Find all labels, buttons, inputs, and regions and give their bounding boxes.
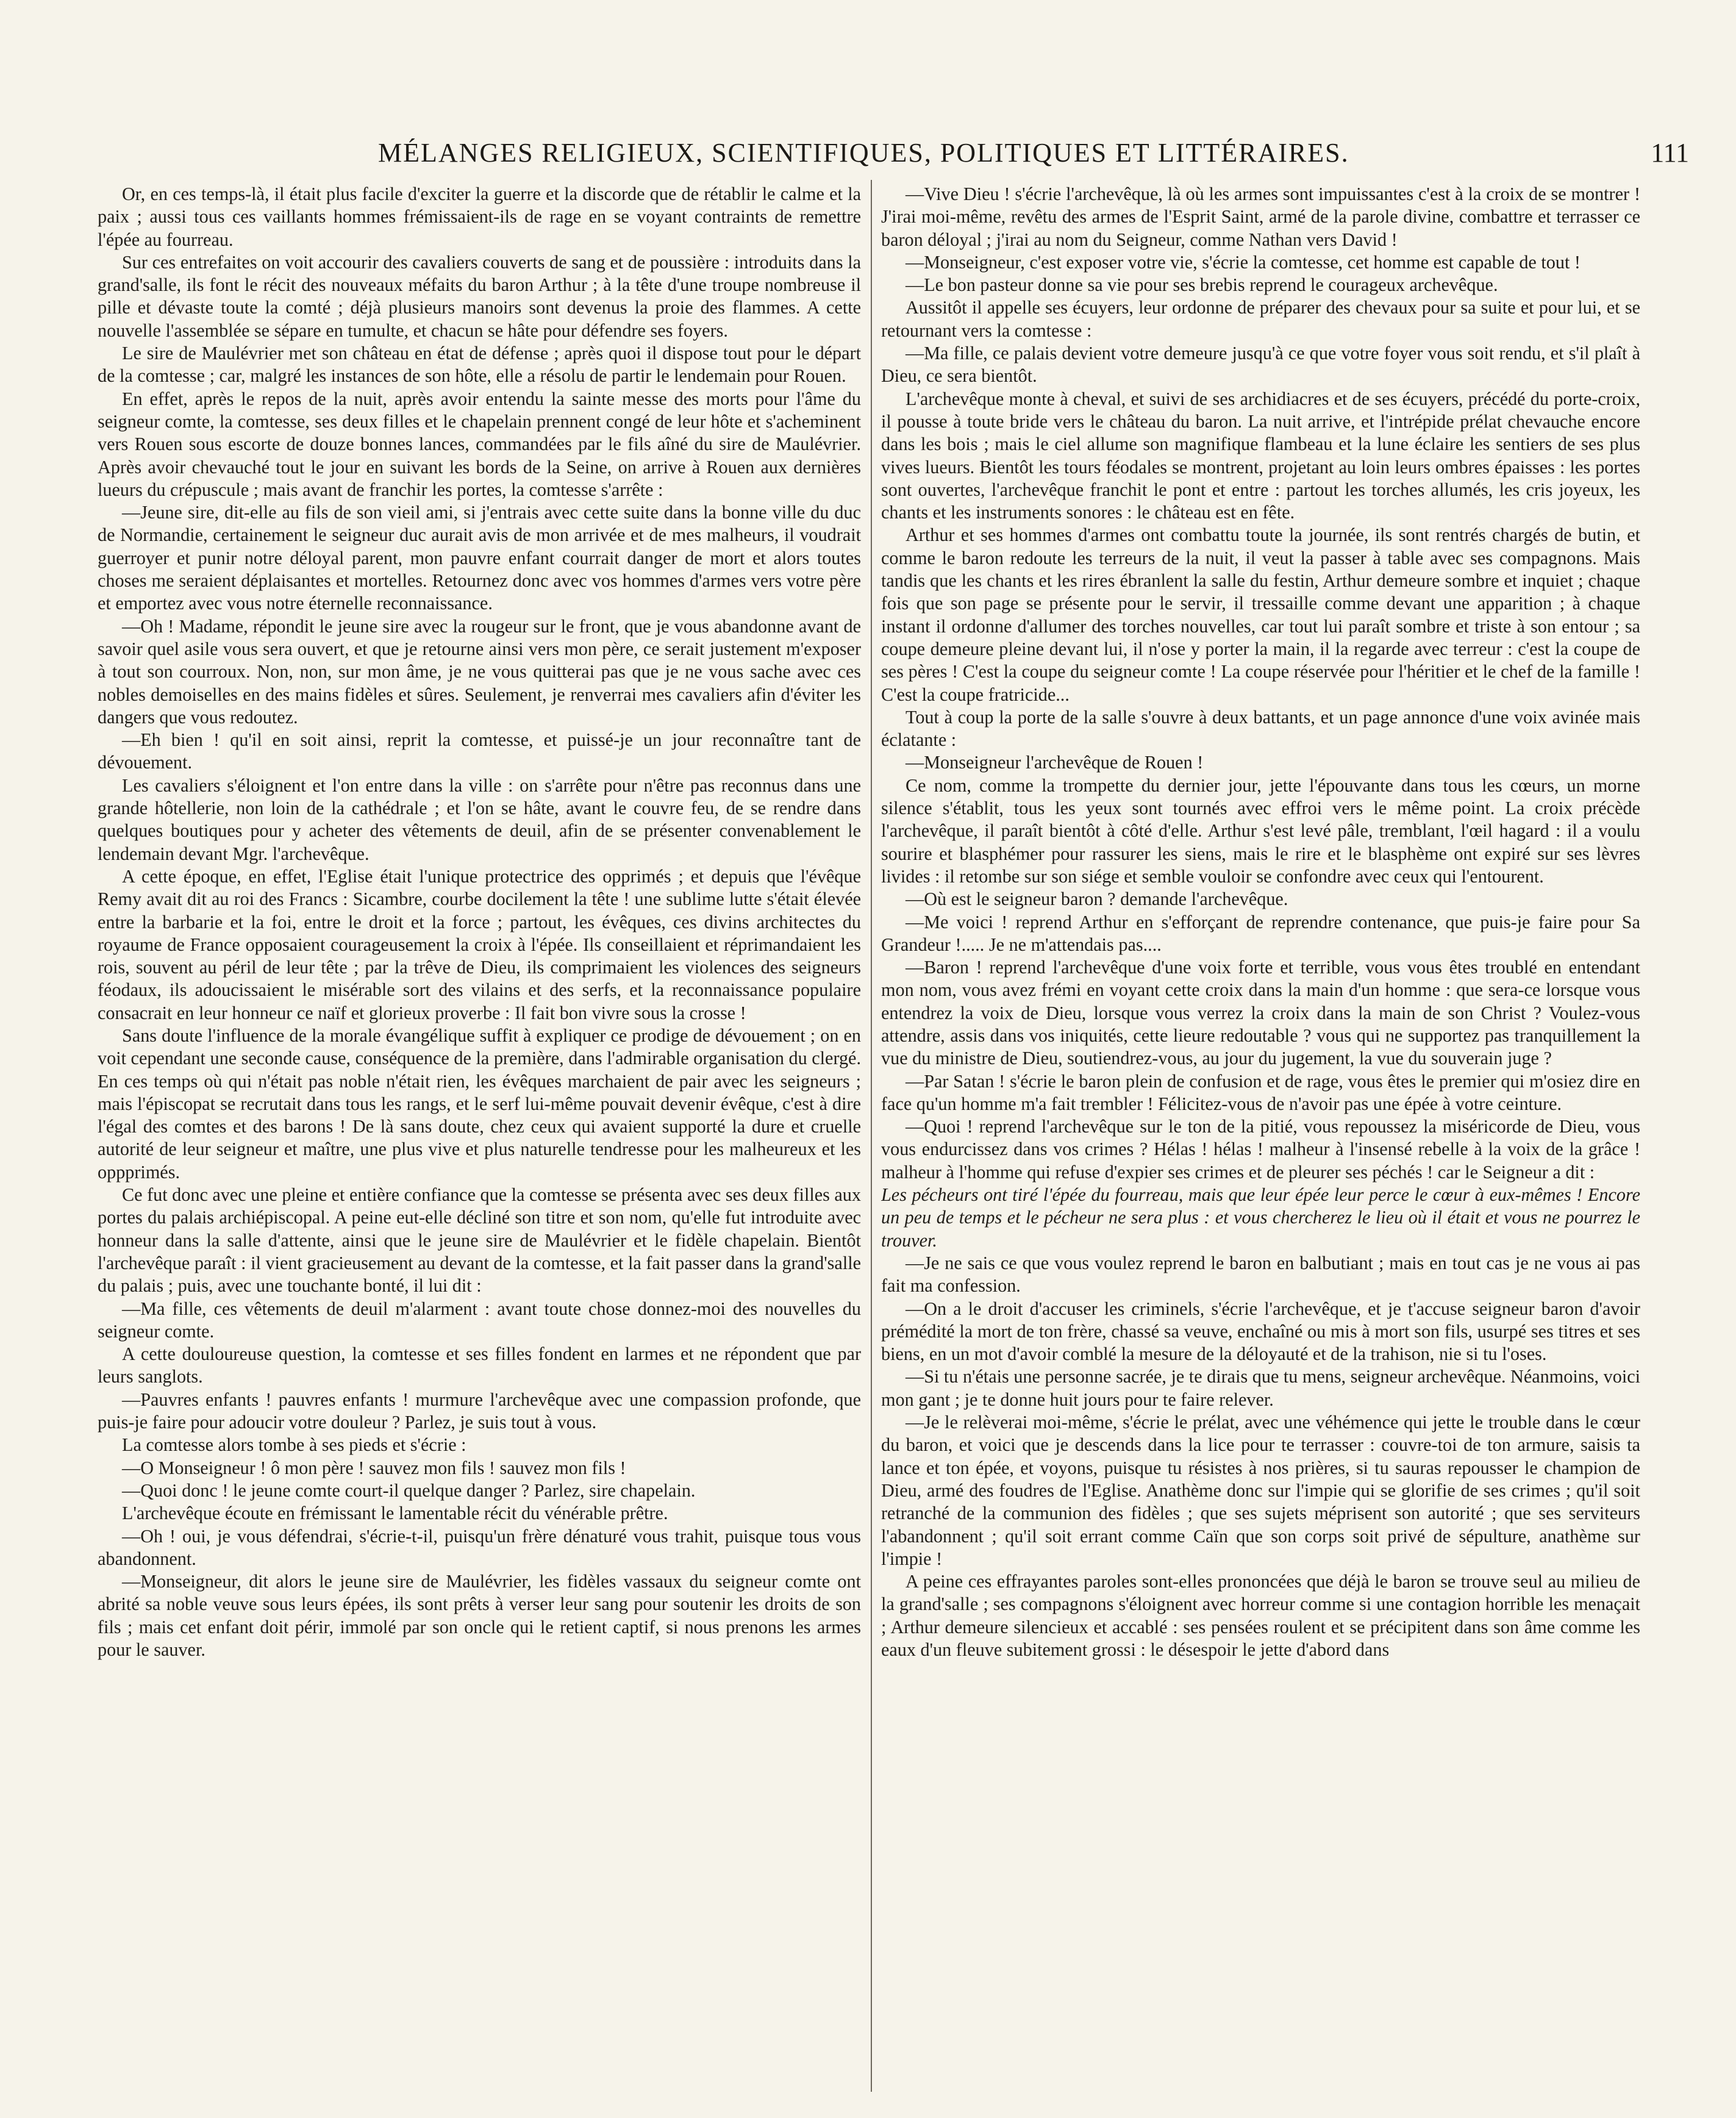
scripture-quote: Les pécheurs ont tiré l'épée du fourreau, mais que leur épée leur perce le cœur à eux-mêmes ! Encore un peu de temps et le pécheur ne sera plus : et vous chercherez le lieu où il était et vous ne pourrez le trouver.: [881, 1184, 1640, 1251]
paragraph: —Monseigneur l'archevêque de Rouen !: [906, 752, 1204, 773]
paragraph: —On a le droit d'accuser les criminels, s'écrie l'archevêque, et je t'accuse seigneur baron d'avoir prémédité la mort de ton frère, chassé sa veuve, enchaîné ou mis à mort son fils, usurpé ses titres et ses biens, en un mot d'avoir comblé la mesure de la déloyauté et de la trahison, nie si tu l'oses.: [881, 1298, 1640, 1365]
paragraph: Ce nom, comme la trompette du dernier jour, jette l'épouvante dans tous les cœurs, un morne silence s'établit, tous les yeux sont tournés avec effroi vers le même point. La croix précède l'archevêque, il paraît bientôt à côté d'elle. Arthur s'est levé pâle, tremblant, l'œil hagard : il a voulu sourire et blasphémer pour rassurer les siens, mais le rire et le blasphème ont expiré sur ses lèvres livides : il retombe sur son siége et semble vouloir se confondre avec ceux qui l'entourent.: [881, 775, 1640, 887]
paragraph: —Oh ! Madame, répondit le jeune sire avec la rougeur sur le front, que je vous abandonne avant de savoir quel asile vous sera ouvert, et que je retourne ainsi vers mon père, ce serait justement m'exposer à tout son courroux. Non, non, sur mon âme, je ne vous quitterai pas que je ne vous sache avec ces nobles demoiselles en des mains fidèles et sûres. Seulement, je renverrai mes cavaliers afin d'éviter les dangers que vous redoutez.: [98, 615, 861, 728]
page-number: 111: [1651, 138, 1689, 168]
paragraph: —Monseigneur, dit alors le jeune sire de Maulévrier, les fidèles vassaux du seigneur comte ont abrité sa noble veuve sous leurs épées, ils sont prêts à verser leur sang pour soutenir les droits de son fils ; mais cet enfant doit périr, immolé par son oncle qui le retient captif, si nous prenons les armes pour le sauver.: [98, 1571, 861, 1660]
paragraph: —Vive Dieu ! s'écrie l'archevêque, là où les armes sont impuissantes c'est à la croix de se montrer ! J'irai moi-même, revêtu des armes de l'Esprit Saint, armé de la parole divine, combattre et terrasser ce baron déloyal ; j'irai au nom du Seigneur, comme Nathan vers David !: [881, 184, 1640, 250]
paragraph: Les cavaliers s'éloignent et l'on entre dans la ville : on s'arrête pour n'être pas reconnus dans une grande hôtellerie, non loin de la cathédrale ; et l'on se hâte, avant le couvre feu, de se rendre dans quelques boutiques pour y acheter des vêtements de deuil, afin de se présenter convenablement le lendemain devant Mgr. l'archevêque.: [98, 775, 861, 864]
paragraph: A peine ces effrayantes paroles sont-elles prononcées que déjà le baron se trouve seul au milieu de la grand'salle ; ses compagnons s'éloignent avec horreur comme si une contagion horrible les menaçait ; Arthur demeure silencieux et accablé : ses pensées roulent et se précipitent dans son âme comme les eaux d'un fleuve subitement grossi : le désespoir le jette d'abord dans: [881, 1571, 1640, 1660]
paragraph: Aussitôt il appelle ses écuyers, leur ordonne de préparer des chevaux pour sa suite et pour lui, et se retournant vers la comtesse :: [881, 297, 1640, 341]
paragraph: —Monseigneur, c'est exposer votre vie, s'écrie la comtesse, cet homme est capable de tout !: [906, 251, 1581, 273]
paragraph: —Me voici ! reprend Arthur en s'efforçant de reprendre contenance, que puis-je faire pour Sa Grandeur !..... Je ne m'attendais pas....: [881, 911, 1640, 955]
paragraph: —Quoi ! reprend l'archevêque sur le ton de la pitié, vous repoussez la miséricorde de Dieu, vous vous endurcissez dans vos crimes ? Hélas ! hélas ! malheur à l'insensé rebelle à la voix de la grâce ! malheur à l'homme qui refuse d'expier ses crimes et de pleurer ses péchés ! car le Seigneur a dit :: [881, 1116, 1640, 1182]
paragraph: —Par Satan ! s'écrie le baron plein de confusion et de rage, vous êtes le premier qui m'osiez dire en face qu'un homme m'a fait trembler ! Félicitez-vous de n'avoir pas une épée à votre ceinture.: [881, 1070, 1640, 1114]
paragraph: —Ma fille, ces vêtements de deuil m'alarment : avant toute chose donnez-moi des nouvelles du seigneur comte.: [98, 1298, 861, 1342]
page-header-title: MÉLANGES RELIGIEUX, SCIENTIFIQUES, POLITIQUES ET LITTÉRAIRES.: [378, 138, 1349, 168]
left-column: [98, 183, 861, 2092]
paragraph: —Où est le seigneur baron ? demande l'archevêque.: [906, 889, 1288, 910]
paragraph: Ce fut donc avec une pleine et entière confiance que la comtesse se présenta avec ses deux filles aux portes du palais archiépiscopal. A peine eut-elle décliné son titre et son nom, qu'elle fut introduite avec honneur dans la salle d'attente, ainsi que le jeune sire de Maulévrier et le fidèle chapelain. Bientôt l'archevêque paraît : il vient gracieusement au devant de la comtesse, et la fait passer dans la grand'salle du palais ; puis, avec une touchante bonté, il lui dit :: [98, 1184, 861, 1297]
paragraph: —Pauvres enfants ! pauvres enfants ! murmure l'archevêque avec une compassion profonde, que puis-je faire pour adoucir votre douleur ? Parlez, je suis tout à vous.: [98, 1389, 861, 1433]
paragraph: Sans doute l'influence de la morale évangélique suffit à expliquer ce prodige de dévouement ; on en voit cependant une seconde cause, conséquence de la première, dans l'admirable organisation du clergé. En ces temps où qui n'était pas noble n'était rien, les évêques marchaient de pair avec les seigneurs ; mais l'épiscopat se recrutait dans tous les rangs, et le serf lui-même pouvait devenir évêque, c'est à dire l'égal des comtes et des barons ! De là sans doute, chez ceux qui avaient supporté la dure et cruelle autorité de leur seigneur et maître, une plus vive et plus naturelle tendresse pour les malheureux et les oppprimés.: [98, 1025, 861, 1182]
paragraph: A cette époque, en effet, l'Eglise était l'unique protectrice des opprimés ; et depuis que l'évêque Remy avait dit au roi des Francs : Sicambre, courbe docilement la tête ! une sublime lutte s'était élevée entre la barbarie et la foi, entre le droit et la force ; partout, les évêques, ces divins architectes du royaume de France opposaient courageusement la croix à l'épée. Ils conseillaient et réprimandaient les rois, souvent au péril de leur tête ; par la trêve de Dieu, ils comprimaient les violences des seigneurs féodaux, ils adoucissaient le misérable sort des vilains et des serfs, et la reconnaissance populaire consacrait en leur honneur ce naïf et glorieux proverbe : Il fait bon vivre sous la crosse !: [98, 865, 861, 1023]
paragraph: —Ma fille, ce palais devient votre demeure jusqu'à ce que votre foyer vous soit rendu, et s'il plaît à Dieu, ce sera bientôt.: [881, 343, 1640, 387]
paragraph: —Eh bien ! qu'il en soit ainsi, reprit la comtesse, et puissé-je un jour reconnaître tant de dévouement.: [98, 729, 861, 773]
paragraph: Or, en ces temps-là, il était plus facile d'exciter la guerre et la discorde que de rétablir le calme et la paix ; aussi tous ces vaillants hommes frémissaient-ils de rage en se voyant contraints de remettre l'épée au fourreau.: [98, 184, 861, 250]
paragraph: Le sire de Maulévrier met son château en état de défense ; après quoi il dispose tout pour le départ de la comtesse ; car, malgré les instances de son hôte, elle a résolu de partir le lendemain pour Rouen.: [98, 343, 861, 387]
paragraph: L'archevêque écoute en frémissant le lamentable récit du vénérable prêtre.: [122, 1503, 668, 1524]
paragraph: —Baron ! reprend l'archevêque d'une voix forte et terrible, vous vous êtes troublé en entendant mon nom, vous avez frémi en voyant cette croix dans la main d'un homme : que sera-ce lorsque vous entendrez la voix de Dieu, lorsque vous verrez la croix dans la main de son Christ ? Voulez-vous attendre, assis dans vos iniquités, cette lieure redoutable ? vous qui ne supportez pas tranquillement la vue du ministre de Dieu, soutiendrez-vous, au jour du jugement, la vue du souverain juge ?: [881, 957, 1640, 1069]
paragraph: A cette douloureuse question, la comtesse et ses filles fondent en larmes et ne répondent que par leurs sanglots.: [98, 1343, 861, 1387]
paragraph: L'archevêque monte à cheval, et suivi de ses archidiacres et de ses écuyers, précédé du porte-croix, il pousse à toute bride vers le château du baron. La nuit arrive, et l'intrépide prélat chevauche encore dans les bois ; mais le ciel allume son magnifique flambeau et la lune éclaire les sentiers de ses plus vives lueurs. Bientôt les tours féodales se montrent, projetant au loin leurs ombres épaisses : les portes sont ouvertes, l'archevêque franchit le pont et entre : partout les torches allumés, les cris joyeux, les chants et les instruments sonores : le château est en fête.: [881, 388, 1640, 523]
paragraph: —Jeune sire, dit-elle au fils de son vieil ami, si j'entrais avec cette suite dans la bonne ville du duc de Normandie, certainement le seigneur duc aurait avis de mon arrivée et de mes malheurs, il voudrait guerroyer et punir notre déloyal parent, mon pauvre enfant courrait danger de mort et alors toutes choses me seraient déplaisantes et mortelles. Retournez donc avec vos hommes d'armes vers votre père et emportez avec vous notre éternelle reconnaissance.: [98, 502, 861, 614]
paragraph: —Quoi donc ! le jeune comte court-il quelque danger ? Parlez, sire chapelain.: [122, 1479, 696, 1501]
paragraph: Sur ces entrefaites on voit accourir des cavaliers couverts de sang et de poussière : introduits dans la grand'salle, ils font le récit des nouveaux méfaits du baron Arthur ; à la tête d'une troupe nombreuse il pille et dévaste toute la comté ; déjà plusieurs manoirs sont devenus la proie des flammes. A cette nouvelle l'assemblée se sépare en tumulte, et chacun se hâte pour défendre ses foyers.: [98, 251, 861, 341]
paragraph: La comtesse alors tombe à ses pieds et s'écrie :: [122, 1434, 466, 1456]
paragraph: —Oh ! oui, je vous défendrai, s'écrie-t-il, puisqu'un frère dénaturé vous trahit, puisque tous vous abandonnent.: [98, 1525, 861, 1569]
paragraph: —Je ne sais ce que vous voulez reprend le baron en balbutiant ; mais en tout cas je ne vous ai pas fait ma confession.: [881, 1252, 1640, 1297]
column-divider: [871, 180, 872, 2092]
right-column: [881, 183, 1640, 2092]
paragraph: —Le bon pasteur donne sa vie pour ses brebis reprend le courageux archevêque.: [906, 274, 1498, 296]
paragraph: —O Monseigneur ! ô mon père ! sauvez mon fils ! sauvez mon fils !: [122, 1457, 626, 1478]
paragraph: Arthur et ses hommes d'armes ont combattu toute la journée, ils sont rentrés chargés de butin, et comme le baron redoute les terreurs de la nuit, il veut la passer à table avec ses compagnons. Mais tandis que les chants et les rires ébranlent la salle du festin, Arthur demeure sombre et inquiet ; chaque fois que son page se présente pour le servir, il tressaille comme devant une apparition ; à chaque instant il ordonne d'allumer des torches nouvelles, car tout lui paraît sombre et triste à son entour ; sa coupe demeure pleine devant lui, il n'ose y porter la main, il la regarde avec terreur : c'est la coupe de ses pères ! C'est la coupe du seigneur comte ! La coupe réservée pour l'héritier et le chef de la famille ! C'est la coupe fratricide...: [881, 524, 1640, 705]
paragraph: —Si tu n'étais une personne sacrée, je te dirais que tu mens, seigneur archevêque. Néanmoins, voici mon gant ; je te donne huit jours pour te faire relever.: [881, 1366, 1640, 1410]
paragraph: —Je le relèverai moi-même, s'écrie le prélat, avec une véhémence qui jette le trouble dans le cœur du baron, et voici que je descends dans la lice pour te terrasser : couvre-toi de ton armure, saisis ta lance et ton épée, et voyons, puisque tu résistes à nos prières, si tu sauras repousser le champion de Dieu, armé des foudres de l'Eglise. Anathème donc sur l'impie qui se glorifie de ses crimes ; qu'il soit retranché de la communion des fidèles ; que ses sujets méprisent son autorité ; que ses serviteurs l'abandonnent ; qu'il soit errant comme Caïn que son corps soit privé de sépulture, anathème sur l'impie !: [881, 1412, 1640, 1569]
paragraph: En effet, après le repos de la nuit, après avoir entendu la sainte messe des morts pour l'âme du seigneur comte, la comtesse, ses deux filles et le chapelain prennent congé de leur hôte et s'acheminent vers Rouen sous escorte de douze bonnes lances, commandées par le fils aîné du sire de Maulévrier. Après avoir chevauché tout le jour en suivant les bords de la Seine, on arrive à Rouen aux dernières lueurs du crépuscule ; mais avant de franchir les portes, la comtesse s'arrête :: [98, 388, 861, 500]
paragraph: Tout à coup la porte de la salle s'ouvre à deux battants, et un page annonce d'une voix avinée mais éclatante :: [881, 706, 1640, 751]
